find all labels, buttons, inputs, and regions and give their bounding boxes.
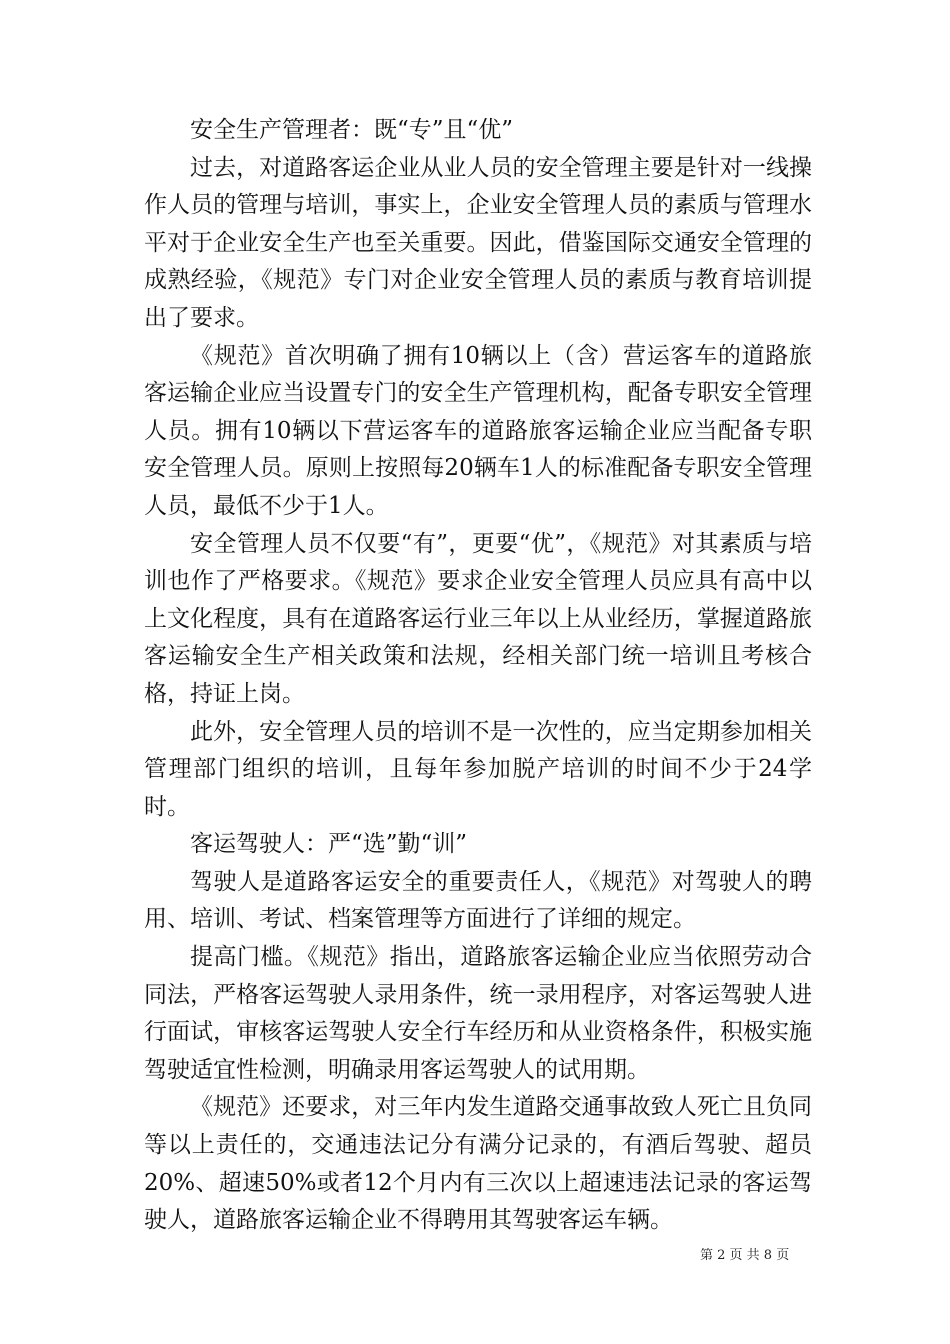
paragraph: 提高门槛。《规范》指出，道路旅客运输企业应当依照劳动合同法，严格客运驾驶人录用条件，统一录用程序，对客运驾驶人进行面试，审核客运驾驶人安全行车经历和从业资格条件，积极实施驾驶适宜性检测，明确录用客运驾驶人的试用期。 bbox=[144, 944, 812, 1083]
paragraph: 驾驶人是道路客运安全的重要责任人，《规范》对驾驶人的聘用、培训、考试、档案管理等方面进行了详细的规定。 bbox=[144, 868, 812, 933]
paragraph: 此外，安全管理人员的培训不是一次性的，应当定期参加相关管理部门组织的培训，且每年参加脱产培训的时间不少于24学时。 bbox=[144, 718, 812, 820]
page-number-footer: 第 2 页 共 8 页 bbox=[700, 1248, 790, 1263]
paragraph: 过去，对道路客运企业从业人员的安全管理主要是针对一线操作人员的管理与培训，事实上，企业安全管理人员的素质与管理水平对于企业安全生产也至关重要。因此，借鉴国际交通安全管理的成熟经验，《规范》专门对企业安全管理人员的素质与教育培训提出了要求。 bbox=[144, 154, 812, 331]
document-body bbox=[144, 112, 812, 1240]
section-heading-drivers: 客运驾驶人：严“选”勤“训” bbox=[190, 831, 468, 858]
section-heading-safety-managers: 安全生产管理者：既“专”且“优” bbox=[190, 117, 514, 143]
paragraph: 安全管理人员不仅要“有”，更要“优”，《规范》对其素质与培训也作了严格要求。《规范》要求企业安全管理人员应具有高中以上文化程度，具有在道路客运行业三年以上从业经历，掌握道路旅客运输安全生产相关政策和法规，经相关部门统一培训且考核合格，持证上岗。 bbox=[144, 530, 812, 707]
paragraph: 《规范》还要求，对三年内发生道路交通事故致人死亡且负同等以上责任的，交通违法记分有满分记录的，有酒后驾驶、超员20%、超速50%或者12个月内有三次以上超速违法记录的客运驾驶人，道路旅客运输企业不得聘用其驾驶客运车辆。 bbox=[144, 1094, 812, 1234]
paragraph: 《规范》首次明确了拥有10辆以上（含）营运客车的道路旅客运输企业应当设置专门的安全生产管理机构，配备专职安全管理人员。拥有10辆以下营运客车的道路旅客运输企业应当配备专职安全管理人员。原则上按照每20辆车1人的标准配备专职安全管理人员，最低不少于1人。 bbox=[144, 342, 812, 519]
